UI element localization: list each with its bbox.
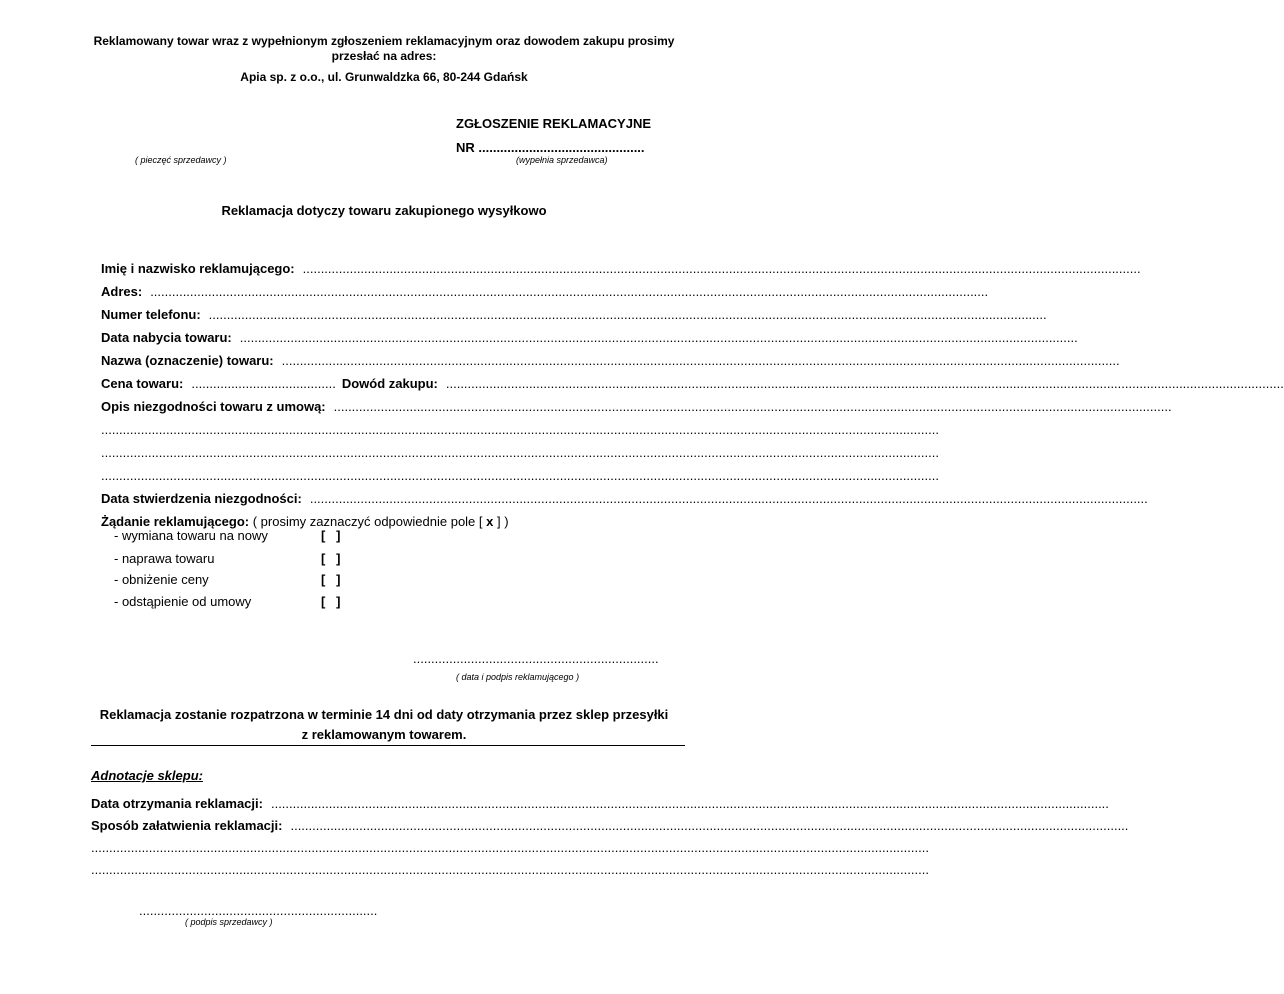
notice-line-1: Reklamacja zostanie rozpatrzona w terminie 14 dni od daty otrzymania przez sklep przesyłki bbox=[99, 707, 669, 722]
option-repair-checkbox[interactable]: [ ] bbox=[321, 551, 341, 566]
description-line-3-dots: ........................................................................................................................................................................................................................................ bbox=[101, 468, 939, 483]
field-found-date-dots: ........................................................................................................................................................................................................................................ bbox=[309, 491, 1148, 506]
field-purchase-date[interactable] bbox=[101, 330, 1078, 348]
field-proof-label: Dowód zakupu: bbox=[341, 376, 438, 391]
field-demand-close: ] ) bbox=[493, 514, 509, 529]
field-demand-hint: ( prosimy zaznaczyć odpowiednie pole [ bbox=[249, 514, 487, 529]
field-proof-dots: ........................................................................................................................................................................................................................................ bbox=[445, 376, 1284, 391]
field-found-date-label: Data stwierdzenia niezgodności: bbox=[101, 491, 302, 506]
field-received-date[interactable] bbox=[91, 796, 1109, 814]
seller-seal-note: ( pieczęć sprzedawcy ) bbox=[135, 155, 227, 165]
seller-signature-note: ( podpis sprzedawcy ) bbox=[185, 917, 273, 927]
option-withdrawal-checkbox[interactable]: [ ] bbox=[321, 594, 341, 609]
field-product-name-dots: ........................................................................................................................................................................................................................................ bbox=[281, 353, 1120, 368]
resolution-line-1[interactable] bbox=[91, 840, 929, 858]
field-demand-label: Żądanie reklamującego: bbox=[101, 514, 250, 529]
field-resolution[interactable] bbox=[91, 818, 1129, 836]
notice-line-2: z reklamowanym towarem. bbox=[301, 727, 467, 742]
resolution-line-2-dots: ........................................................................................................................................................................................................................................ bbox=[91, 862, 929, 877]
field-purchase-date-label: Data nabycia towaru: bbox=[101, 330, 232, 345]
field-received-date-dots: ........................................................................................................................................................................................................................................ bbox=[270, 796, 1109, 811]
field-demand-x: x bbox=[486, 514, 494, 529]
field-name[interactable] bbox=[101, 261, 1141, 279]
customer-signature-line[interactable]: .................................................................... bbox=[413, 651, 659, 666]
resolution-line-1-dots: ........................................................................................................................................................................................................................................ bbox=[91, 840, 929, 855]
store-notes-heading: Adnotacje sklepu: bbox=[91, 768, 203, 783]
field-received-date-label: Data otrzymania reklamacji: bbox=[91, 796, 263, 811]
option-withdrawal-label: - odstąpienie od umowy bbox=[114, 594, 252, 609]
seller-signature-line[interactable]: .................................................................. bbox=[139, 903, 378, 918]
description-line-1[interactable] bbox=[101, 422, 939, 440]
field-resolution-dots: ........................................................................................................................................................................................................................................ bbox=[290, 818, 1129, 833]
field-phone[interactable] bbox=[101, 307, 1047, 325]
divider bbox=[91, 745, 685, 746]
field-resolution-label: Sposób załatwienia reklamacji: bbox=[91, 818, 283, 833]
field-price-dots: ........................................ bbox=[191, 376, 336, 391]
field-name-dots: ........................................................................................................................................................................................................................................ bbox=[302, 261, 1141, 276]
description-line-3[interactable] bbox=[101, 468, 939, 486]
field-address-label: Adres: bbox=[101, 284, 143, 299]
field-price-proof[interactable] bbox=[101, 376, 1284, 394]
header-line-1: Reklamowany towar wraz z wypełnionym zgłoszeniem reklamacyjnym oraz dowodem zakupu prosimy bbox=[93, 34, 675, 48]
description-line-1-dots: ........................................................................................................................................................................................................................................ bbox=[101, 422, 939, 437]
form-title: ZGŁOSZENIE REKLAMACYJNE bbox=[456, 116, 652, 131]
form-number-note: (wypełnia sprzedawca) bbox=[516, 155, 608, 165]
field-product-name-label: Nazwa (oznaczenie) towaru: bbox=[101, 353, 274, 368]
option-replace-label: - wymiana towaru na nowy bbox=[114, 528, 268, 543]
field-address-dots: ........................................................................................................................................................................................................................................ bbox=[150, 284, 989, 299]
field-description[interactable] bbox=[101, 399, 1172, 417]
field-product-name[interactable] bbox=[101, 353, 1120, 371]
resolution-line-2[interactable] bbox=[91, 862, 929, 880]
customer-signature-note: ( data i podpis reklamującego ) bbox=[456, 672, 580, 682]
option-replace-checkbox[interactable]: [ ] bbox=[321, 528, 341, 543]
header-line-2: przesłać na adres: bbox=[331, 49, 437, 63]
field-purchase-date-dots: ........................................................................................................................................................................................................................................ bbox=[239, 330, 1078, 345]
description-line-2-dots: ........................................................................................................................................................................................................................................ bbox=[101, 445, 939, 460]
option-price-reduction-checkbox[interactable]: [ ] bbox=[321, 572, 341, 587]
field-description-label: Opis niezgodności towaru z umową: bbox=[101, 399, 326, 414]
field-phone-label: Numer telefonu: bbox=[101, 307, 201, 322]
return-address: Apia sp. z o.o., ul. Grunwaldzka 66, 80-244 Gdańsk bbox=[240, 70, 528, 84]
field-address[interactable] bbox=[101, 284, 989, 302]
field-phone-dots: ........................................................................................................................................................................................................................................ bbox=[208, 307, 1047, 322]
field-found-date[interactable] bbox=[101, 491, 1148, 509]
field-price-label: Cena towaru: bbox=[101, 376, 184, 391]
field-name-label: Imię i nazwisko reklamującego: bbox=[101, 261, 295, 276]
subject-line: Reklamacja dotyczy towaru zakupionego wysyłkowo bbox=[221, 203, 547, 218]
option-repair-label: - naprawa towaru bbox=[114, 551, 215, 566]
option-price-reduction-label: - obniżenie ceny bbox=[114, 572, 209, 587]
form-number: NR .............................................. bbox=[456, 140, 645, 155]
description-line-2[interactable] bbox=[101, 445, 939, 463]
field-description-dots: ........................................................................................................................................................................................................................................ bbox=[333, 399, 1172, 414]
